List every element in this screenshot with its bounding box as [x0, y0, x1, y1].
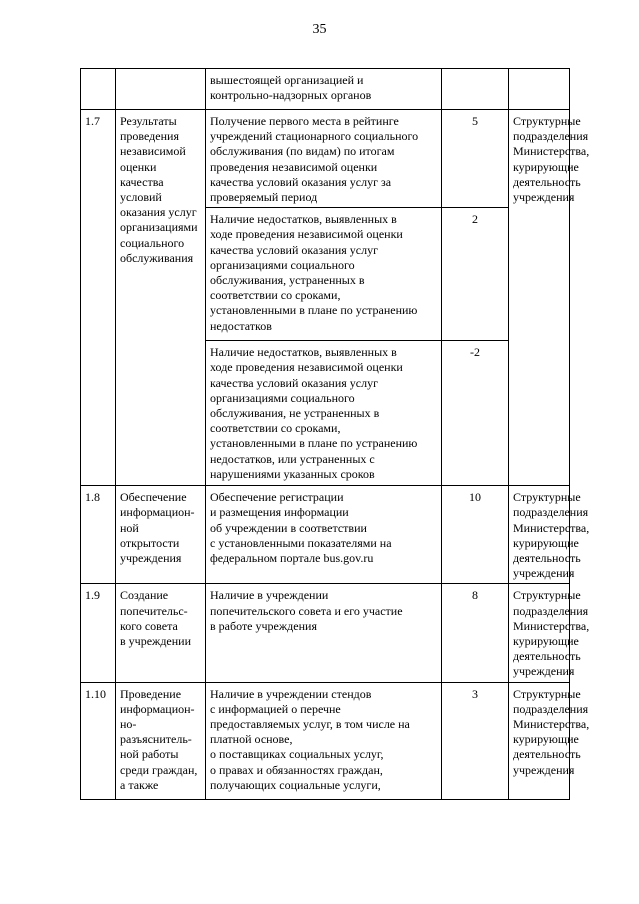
criterion-cell: Создание попечительс- кого совета в учреждении: [116, 584, 206, 682]
table-row-1-9: [81, 584, 570, 682]
indicator-cell: вышестоящей организацией и контрольно-надзорных органов: [206, 69, 442, 110]
num-cell: 1.9: [81, 584, 116, 682]
responsible-cell: Структурные подразделения Министерства, курирующие деятельность учреждения: [509, 584, 570, 682]
criterion-cell: Обеспечение информацион- ной открытости учреждения: [116, 486, 206, 584]
points-cell: -2: [442, 341, 509, 486]
num-cell: 1.8: [81, 486, 116, 584]
num-cell: 1.7: [81, 110, 116, 486]
points-cell: 2: [442, 208, 509, 341]
criteria-table: [80, 68, 590, 800]
table-row-1-7: [81, 110, 570, 208]
responsible-cell: [509, 69, 570, 110]
indicator-cell: Наличие недостатков, выявленных в ходе проведения независимой оценки качества условий оказания услуг организациями социального обслуживания, не устраненных в соответствии со сроками, установленными в плане по устранению недостатков, или устраненных с нарушениями указанных сроков: [206, 341, 442, 486]
table-row-1-8: [81, 486, 570, 584]
criterion-cell: Проведение информацион- но- разъяснитель- ной работы среди граждан, а также: [116, 682, 206, 799]
responsible-cell: Структурные подразделения Министерства, курирующие деятельность учреждения: [509, 486, 570, 584]
indicator-cell: Наличие недостатков, выявленных в ходе проведения независимой оценки качества условий оказания услуг организациями социального обслуживания, устраненных в соответствии со сроками, установленными в плане по устранению недостатков: [206, 208, 442, 341]
points-cell: 3: [442, 682, 509, 799]
indicator-cell: Наличие в учреждении попечительского совета и его участие в работе учреждения: [206, 584, 442, 682]
indicator-cell: Получение первого места в рейтинге учреждений стационарного социального обслуживания (по видам) по итогам проведения независимой оценки качества условий оказания услуг за проверяемый период: [206, 110, 442, 208]
num-cell: [81, 69, 116, 110]
points-cell: [442, 69, 509, 110]
points-cell: 5: [442, 110, 509, 208]
num-cell: 1.10: [81, 682, 116, 799]
page-number: 35: [312, 22, 327, 37]
criterion-cell: [116, 69, 206, 110]
responsible-cell: Структурные подразделения Министерства, курирующие деятельность учреждения: [509, 110, 570, 486]
table-row-continuation: [81, 69, 570, 110]
indicator-cell: Обеспечение регистрации и размещения информации об учреждении в соответствии с установленными показателями на федеральном портале bus.gov.ru: [206, 486, 442, 584]
points-cell: 8: [442, 584, 509, 682]
responsible-cell: Структурные подразделения Министерства, курирующие деятельность учреждения: [509, 682, 570, 799]
table-row-1-10: [81, 682, 570, 799]
indicator-cell: Наличие в учреждении стендов с информацией о перечне предоставляемых услуг, в том числе на платной основе, о поставщиках социальных услуг, о правах и обязанностях граждан, получающих социальные услуги,: [206, 682, 442, 799]
criterion-cell: Результаты проведения независимой оценки качества условий оказания услуг организациями социального обслуживания: [116, 110, 206, 486]
points-cell: 10: [442, 486, 509, 584]
